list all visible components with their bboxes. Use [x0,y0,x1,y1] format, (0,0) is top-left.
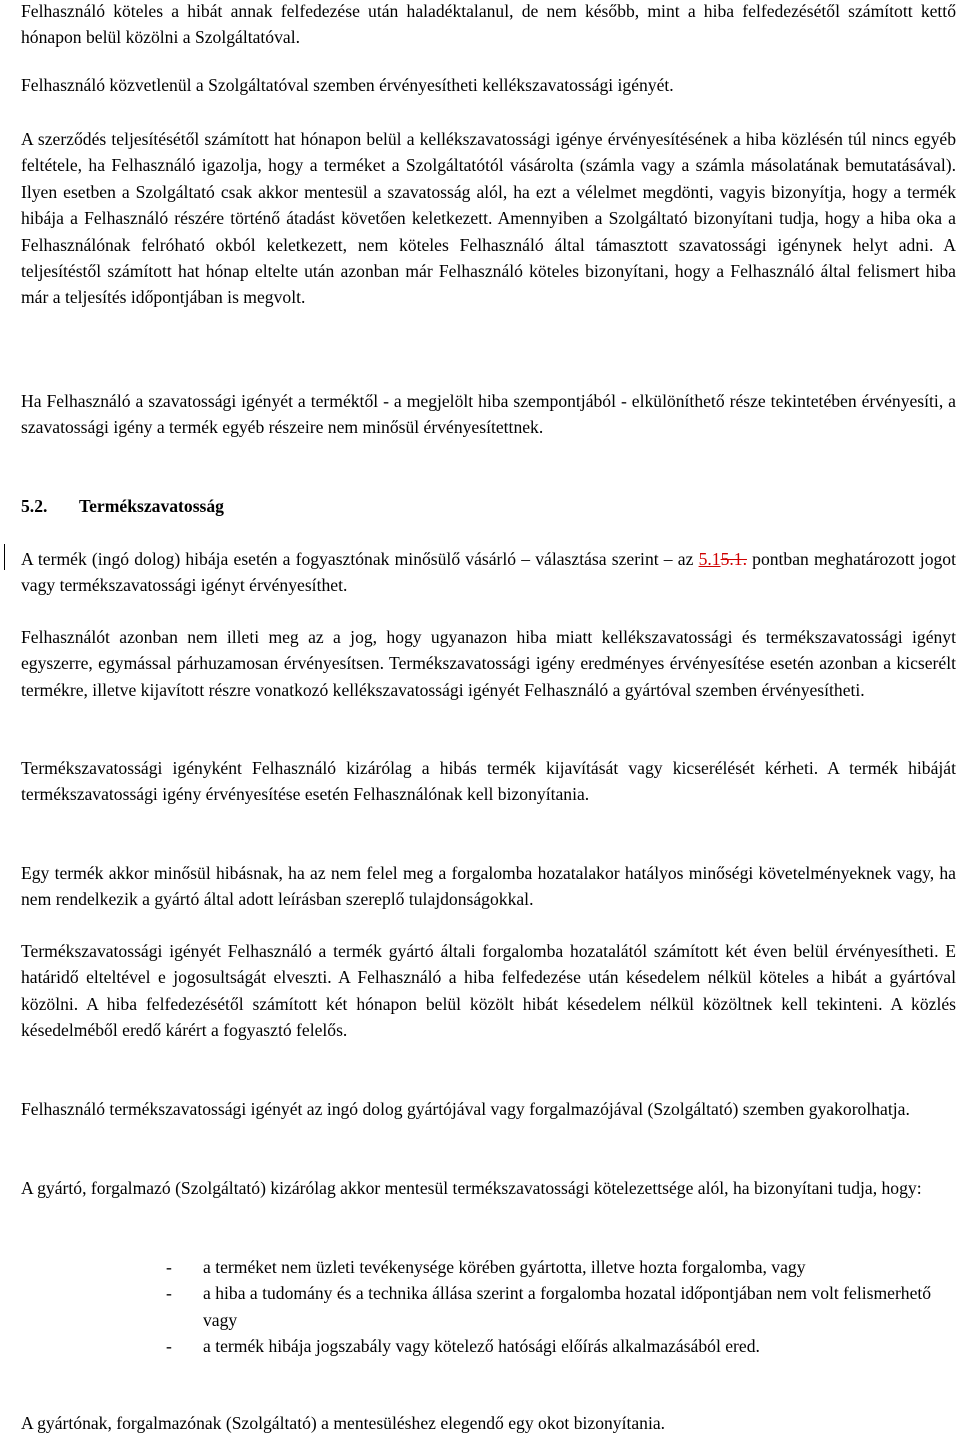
exemption-list [0,1254,956,1360]
paragraph-one-reason-sufficient: A gyártónak, forgalmazónak (Szolgáltató) a mentesüléshez elegendő egy okot bizonyítania. [21,1413,666,1433]
deleted-reference: 5.1. [720,549,747,569]
paragraph-repair-or-replace: Termékszavatossági igényként Felhasználó kizárólag a hibás termék kijavítását vagy kicserélését kérheti. A termék hibáját termékszavatossági igény érvényesítése esetén Felhasználónak kell bizonyítania. [21,758,956,805]
section-title: Termékszavatosság [79,496,224,516]
paragraph-text-after-ref: pontban meghatározott jogot vagy termékszavatossági igényt érvényesíthet. [21,549,956,596]
list-item [0,1333,956,1359]
list-item-text: a terméket nem üzleti tevékenysége körében gyártotta, illetve hozta forgalomba, vagy [203,1257,806,1277]
paragraph-text-before-ref: A termék (ingó dolog) hibája esetén a fogyasztónak minősülő vásárló – választása szerint – az [21,549,699,569]
paragraph-no-parallel-claims: Felhasználót azonban nem illeti meg az a jog, hogy ugyanazon hiba miatt kellékszavatossági és termékszavatossági igényt egyszerre, egymással párhuzamosan érvényesítsen. Termékszavatossági igény eredményes érvényesítése esetén azonban a kicserélt termékre, illetve kijavított részre vonatkozó kellékszavatossági igényét Felhasználó a gyártóval szemben érvényesítheti. [21,627,956,700]
paragraph-defect-definition: Egy termék akkor minősül hibásnak, ha az nem felel meg a forgalomba hozatalakor hatályos minőségi követelményeknek vagy, ha nem rendelkezik a gyártó által adott leírásban szereplő tulajdonságokkal. [21,863,956,910]
inserted-reference: 5.1 [698,549,721,569]
list-item-text: a termék hibája jogszabály vagy kötelező hatósági előírás alkalmazásából ered. [203,1336,760,1357]
revision-change-bar [4,544,5,570]
section-number: 5.2. [21,496,48,516]
paragraph-notification-deadline: Felhasználó köteles a hibát annak felfedezése után haladéktalanul, de nem később, mint a hiba felfedezésétől számított kettő hónapon belül közölni a Szolgáltatóval. [21,1,956,48]
list-item [0,1280,956,1333]
paragraph-six-month-presumption: A szerződés teljesítésétől számított hat hónapon belül a kellékszavatossági igénye érvényesítésének a hiba közlésén túl nincs egyéb feltétele, ha Felhasználó igazolja, hogy a terméket a Szolgáltatótól vásárolta (számla vagy a számla másolatának bemutatásával). Ilyen esetben a Szolgáltató csak akkor mentesül a szavatosság alól, ha ezt a vélelmet megdönti, vagyis bizonyítja, hogy a termék hibája a Felhasználó részére történő átadást követően keletkezett. Amennyiben a Szolgáltató bizonyítani tudja, hogy a hiba oka a Felhasználónak felróható okból keletkezett, nem köteles Felhasználó által támasztott szavatossági igénynek helyt adni. A teljesítéstől számított hat hónap eltelte után azonban már Felhasználó köteles bizonyítani, hogy a Felhasználó által felismert hiba már a teljesítés időpontjában is megvolt. [21,129,956,308]
paragraph-two-year-deadline: Termékszavatossági igényét Felhasználó a termék gyártó általi forgalomba hozatalától számított két éven belül érvényesítheti. E határidő elteltével e jogosultságát elveszti. A Felhasználó a hiba felfedezése után késedelem nélkül köteles a hibát a gyártóval közölni. A hiba felfedezésétől számított két hónapon belül közölt hibát késedelem nélkül közöltnek kell tekinteni. A közlés késedelméből eredő kárért a fogyasztó felelős. [21,941,956,1041]
paragraph-product-warranty-intro [21,546,956,599]
list-dash: - [166,1336,172,1357]
list-dash: - [166,1257,172,1277]
list-dash: - [166,1283,172,1304]
paragraph-partial-claim: Ha Felhasználó a szavatossági igényét a terméktől - a megjelölt hiba szempontjából - elkülöníthető része tekintetében érvényesíti, a szavatossági igény a termék egyéb részeire nem minősül érvényesítettnek. [21,391,956,438]
section-heading [21,493,956,519]
paragraph-direct-claim: Felhasználó közvetlenül a Szolgáltatóval szemben érvényesítheti kellékszavatossági igényét. [21,75,674,95]
list-item [0,1254,956,1280]
paragraph-exemption-intro: A gyártó, forgalmazó (Szolgáltató) kizárólag akkor mentesül termékszavatossági kötelezettsége alól, ha bizonyítani tudja, hogy: [21,1178,922,1198]
list-item-text: a hiba a tudomány és a technika állása szerint a forgalomba hozatal időpontjában nem volt felismerhető vagy [203,1283,932,1330]
paragraph-claim-against: Felhasználó termékszavatossági igényét az ingó dolog gyártójával vagy forgalmazójával (Szolgáltató) szemben gyakorolhatja. [21,1099,910,1119]
